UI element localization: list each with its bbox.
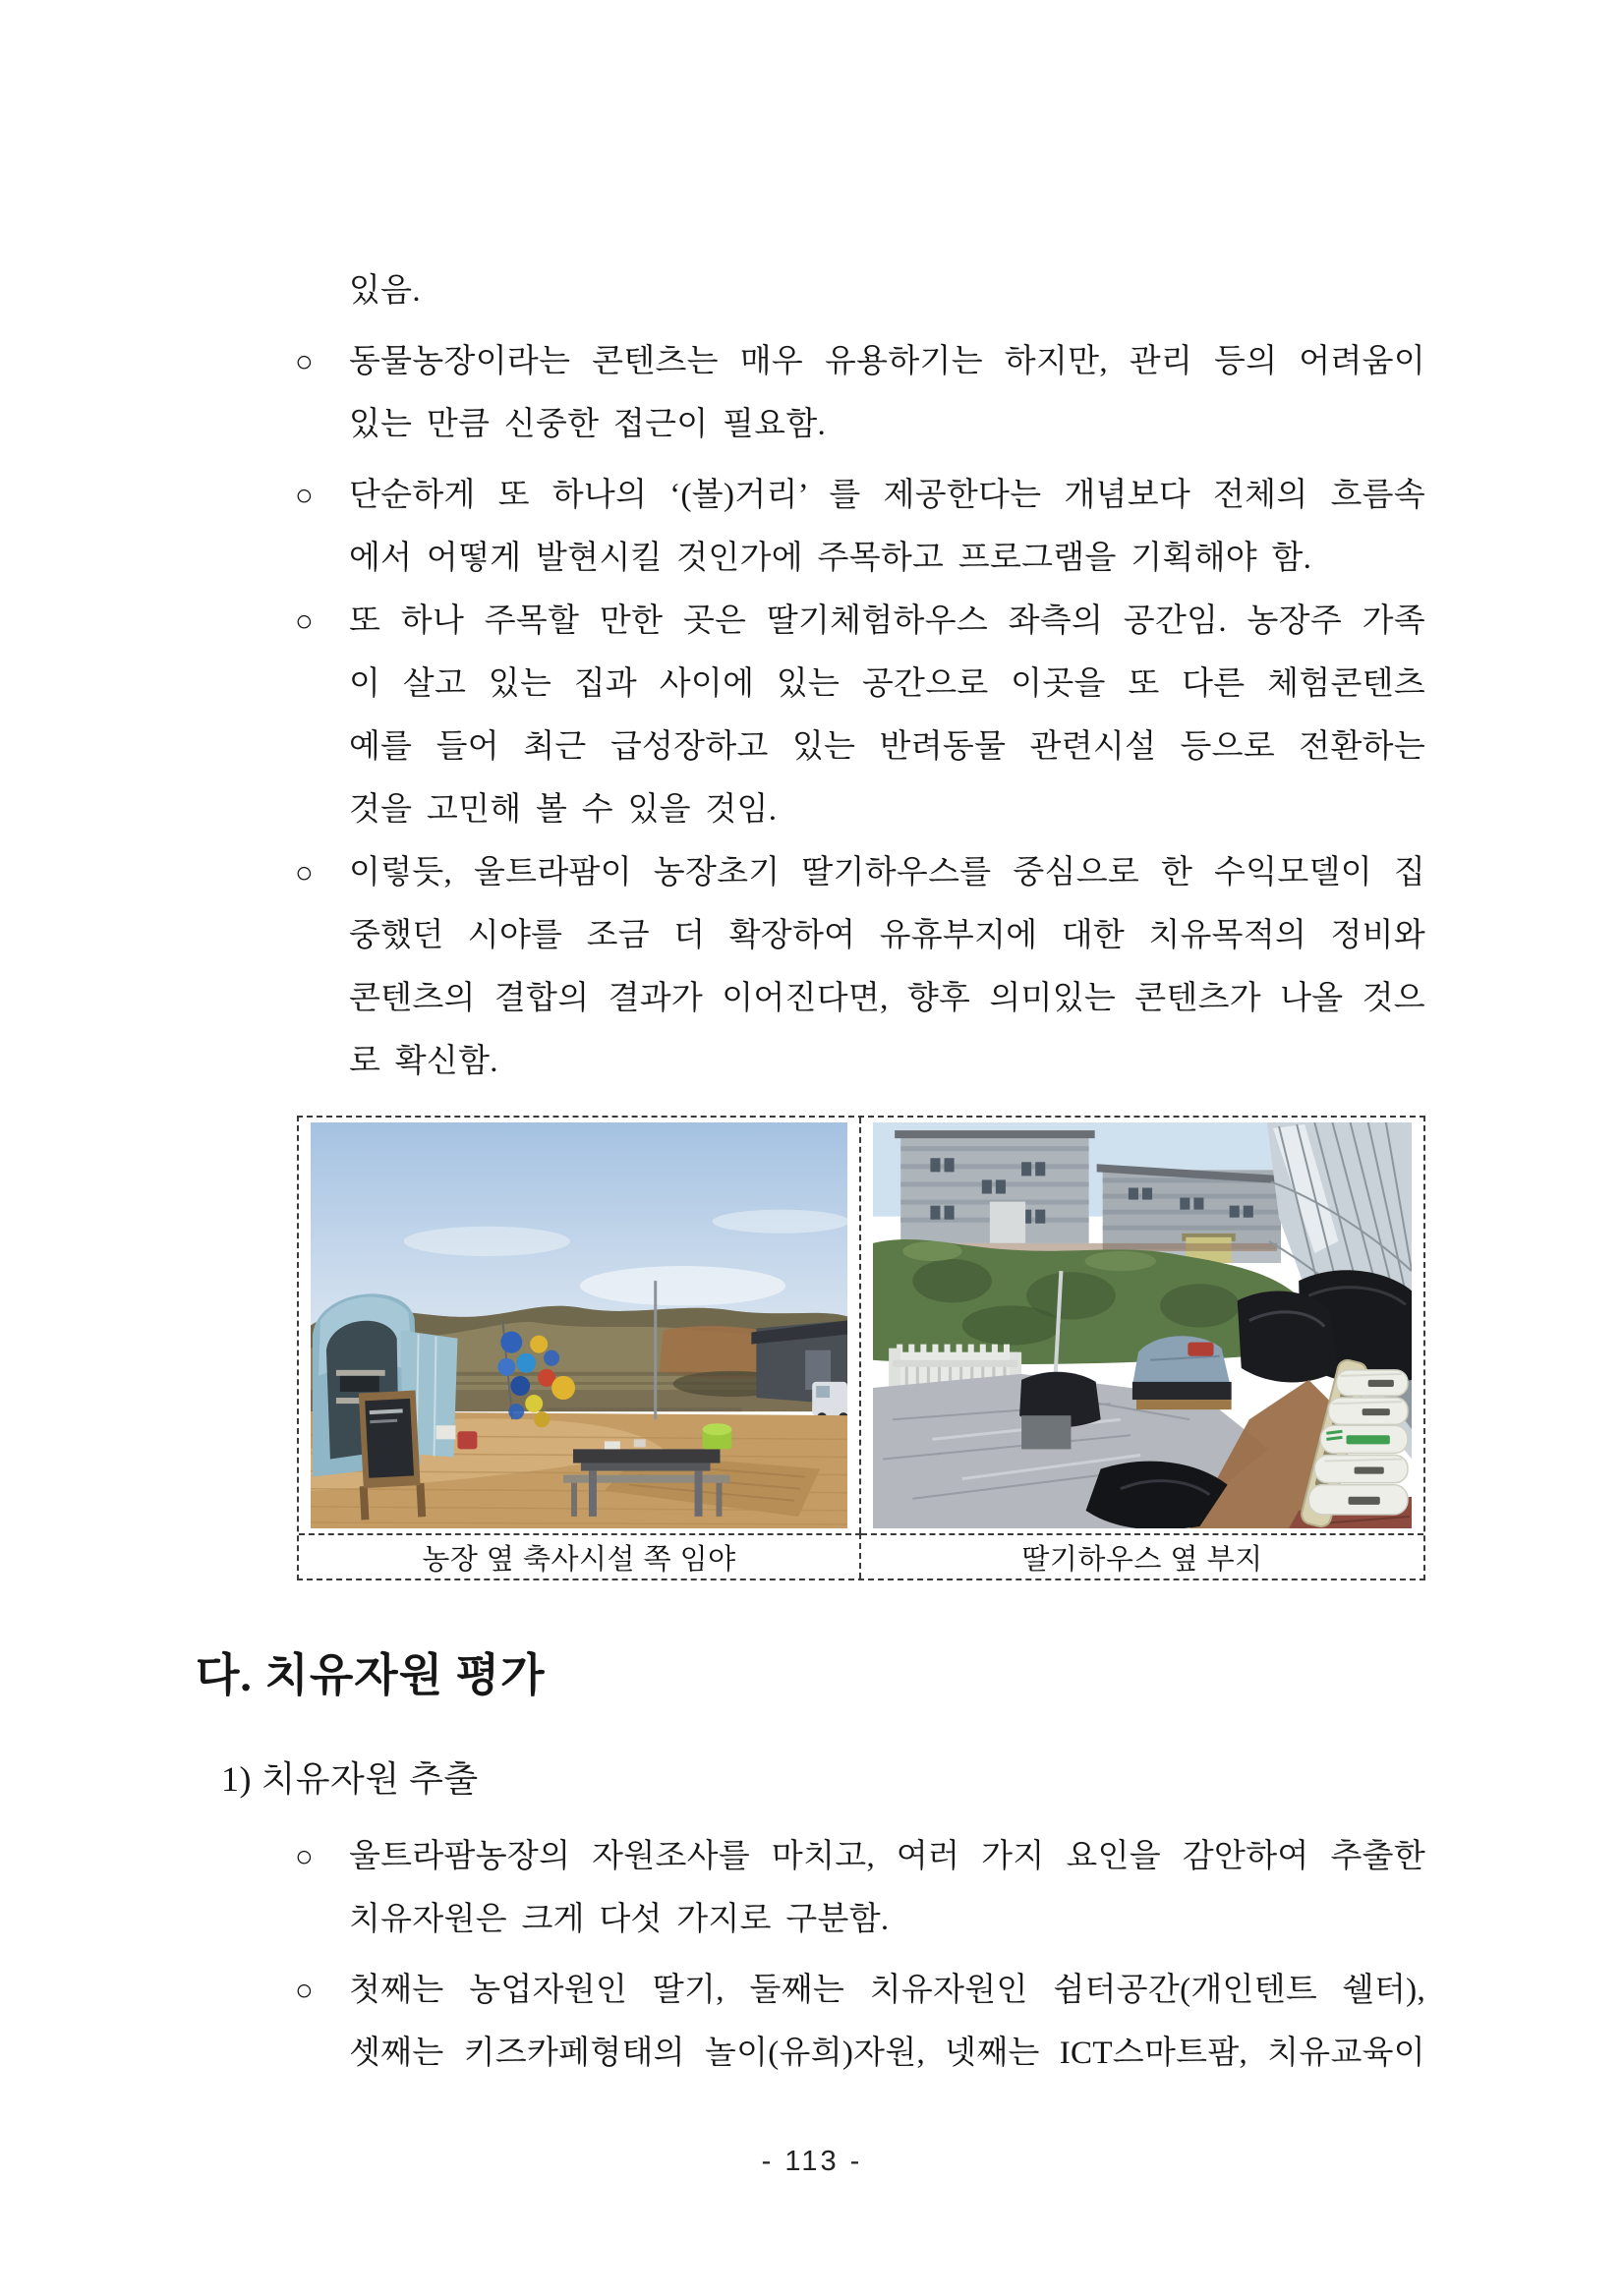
page-number: - 113 - [761,2146,863,2177]
bullet-text [349,1959,1425,2085]
bullet-item-4 [295,841,1425,1093]
bullet-marker: ○ [295,1973,314,2007]
paragraph-continuation [349,259,1425,322]
bullet-item-2 [295,464,1425,590]
body-line: 것을 고민해 볼 수 있을 것임. [349,792,778,828]
body-line: 단순하게 또 하나의 ‘(볼)거리’ 를 제공한다는 개념보다 전체의 흐름속 [349,478,1425,513]
body-line: 또 하나 주목할 만한 곳은 딸기체험하우스 좌측의 공간임. 농장주 가족 [349,603,1425,639]
body-line: 치유자원은 크게 다섯 가지로 구분함. [349,1902,890,1937]
bullet-marker: ○ [295,1839,314,1873]
bullet-text [349,841,1425,1093]
photo-caption-right: 딸기하우스 옆 부지 [861,1533,1423,1578]
photo-cell-right [861,1118,1423,1533]
body-line: 있는 만큼 신중한 접근이 필요함. [349,407,827,442]
body-line: 있음. [349,273,421,309]
bullet-marker: ○ [295,603,314,638]
subsection-heading: 1) 치유자원 추출 [221,1759,479,1799]
body-line: 예를 들어 최근 급성장하고 있는 반려동물 관련시설 등으로 전환하는 [349,729,1425,765]
body-line: 에서 어떻게 발현시킬 것인가에 주목하고 프로그램을 기획해야 함. [349,541,1312,576]
photo-caption-left: 농장 옆 축사시설 쪽 임야 [299,1533,861,1578]
body-line: 울트라팜농장의 자원조사를 마치고, 여러 가지 요인을 감안하여 추출한 [349,1839,1425,1874]
fertilizer-sacks [1308,1370,1408,1515]
bullet-marker: ○ [295,478,314,512]
body-line: 콘텐츠의 결합의 결과가 이어진다면, 향후 의미있는 콘텐츠가 나올 것으 [349,981,1425,1016]
section-heading: 다. 치유자원 평가 [196,1650,546,1700]
bullet-text [349,464,1425,590]
bullet-text [349,330,1425,456]
bullet-text [349,1825,1425,1951]
photo-table [297,1116,1425,1580]
body-line: 동물농장이라는 콘텐츠는 매우 유용하기는 하지만, 관리 등의 어려움이 [349,344,1425,379]
body-line: 중했던 시야를 조금 더 확장하여 유휴부지에 대한 치유목적의 정비와 [349,918,1425,953]
photo-farm-yard [311,1122,847,1528]
bullet-item-3 [295,590,1425,841]
photo-strawberry-house-lot [873,1122,1412,1528]
body-line: 이 살고 있는 집과 사이에 있는 공간으로 이곳을 또 다른 체험콘텐츠 [349,666,1425,702]
body-line: 로 확신함. [349,1044,498,1079]
bullet-item-5 [295,1825,1425,1951]
bullet-item-1 [295,330,1425,456]
body-line: 셋째는 키즈카페형태의 놀이(유희)자원, 넷째는 ICT스마트팜, 치유교육이 [349,2036,1425,2071]
bullet-item-6 [295,1959,1425,2085]
body-line: 첫째는 농업자원인 딸기, 둘째는 치유자원인 쉼터공간(개인텐트 쉘터), [349,1973,1425,2008]
photo-cell-left [299,1118,861,1533]
bullet-marker: ○ [295,855,314,890]
bullet-marker: ○ [295,344,314,378]
bullet-text [349,590,1425,841]
body-line: 이렇듯, 울트라팜이 농장초기 딸기하우스를 중심으로 한 수익모델이 집 [349,855,1425,890]
